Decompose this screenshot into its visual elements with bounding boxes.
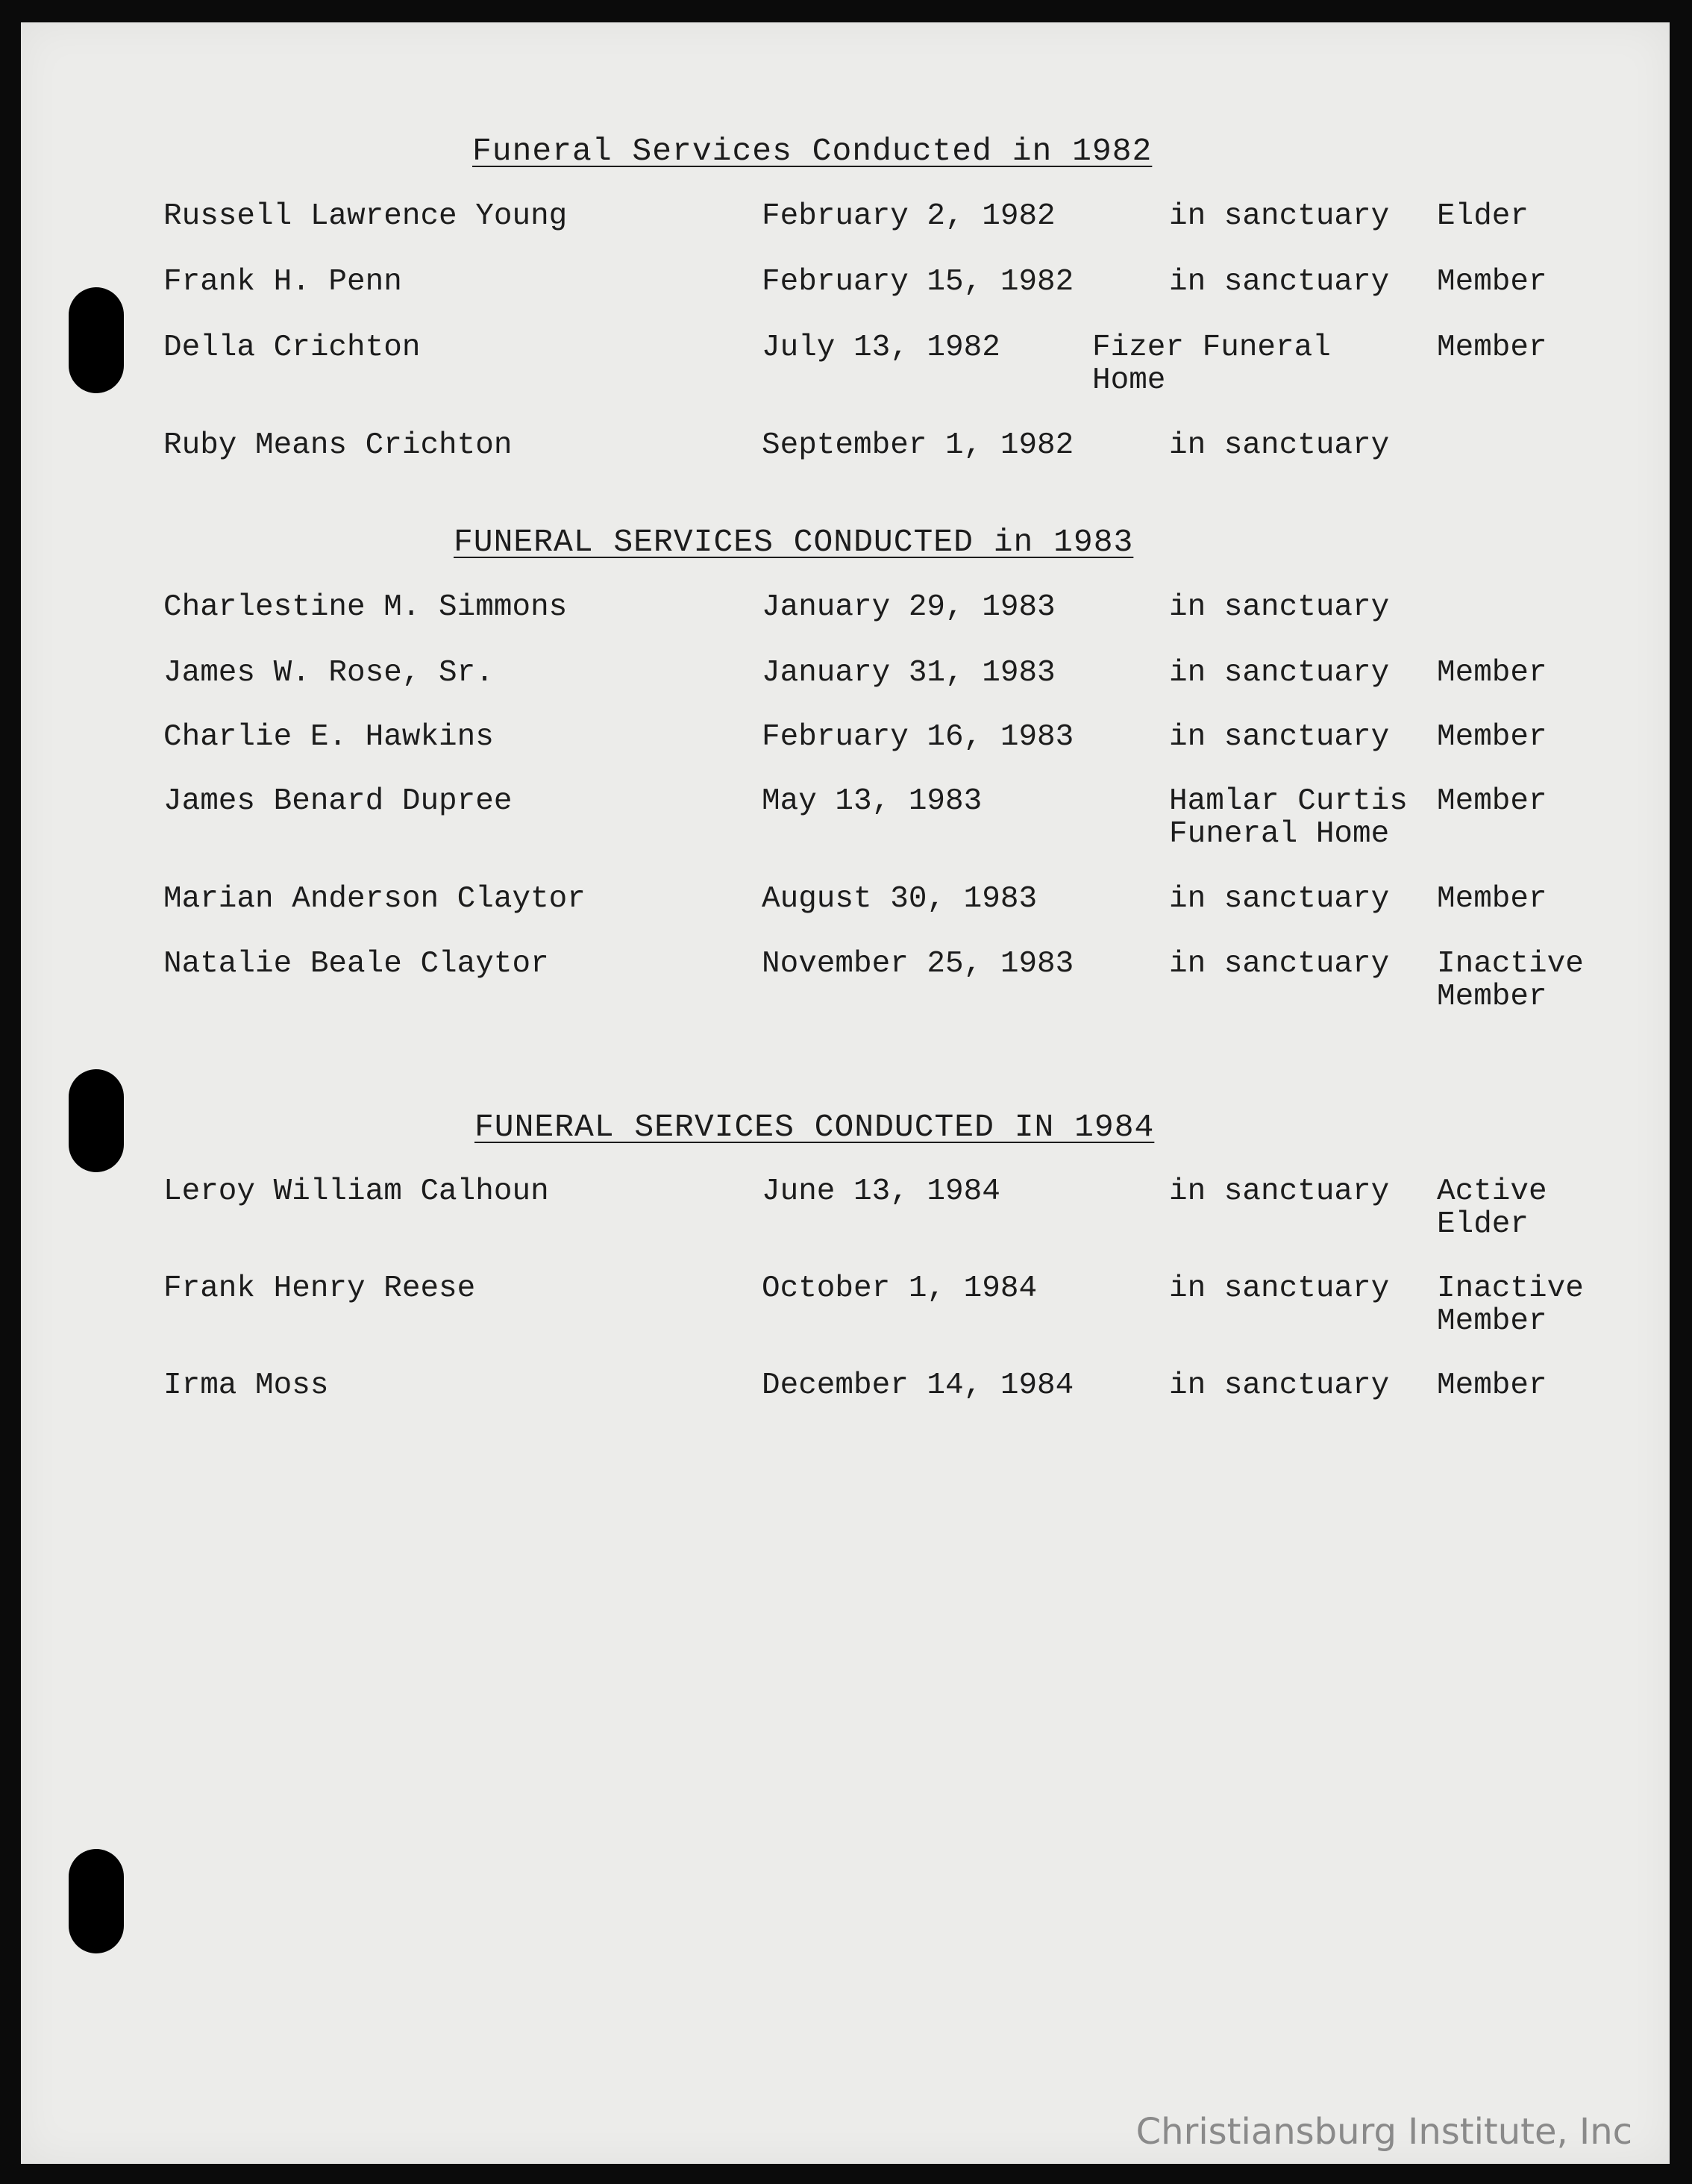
- service-place: Hamlar Curtis Funeral Home: [1169, 784, 1408, 851]
- service-date: January 31, 1983: [762, 656, 1056, 690]
- deceased-name: James W. Rose, Sr.: [163, 656, 494, 690]
- service-date: January 29, 1983: [762, 590, 1056, 625]
- service-place: in sanctuary: [1169, 590, 1390, 625]
- table-row: [21, 948, 1670, 1015]
- table-row: [21, 785, 1670, 852]
- deceased-name: Della Crichton: [163, 331, 421, 365]
- member-status: Active Elder: [1437, 1174, 1547, 1242]
- service-place: Fizer Funeral Home: [1092, 331, 1331, 398]
- table-row: [21, 200, 1670, 267]
- service-place: in sanctuary: [1169, 882, 1390, 916]
- table-row: [21, 266, 1670, 333]
- member-status: Inactive Member: [1437, 1271, 1584, 1339]
- table-row: [21, 1272, 1670, 1339]
- member-status: Member: [1437, 331, 1547, 365]
- service-place: in sanctuary: [1169, 1368, 1390, 1403]
- member-status: Inactive Member: [1437, 947, 1584, 1014]
- table-row: [21, 1175, 1670, 1242]
- deceased-name: Irma Moss: [163, 1368, 329, 1403]
- deceased-name: Ruby Means Crichton: [163, 428, 513, 463]
- table-row: [21, 591, 1670, 658]
- service-place: in sanctuary: [1169, 265, 1390, 299]
- member-status: Member: [1437, 265, 1547, 299]
- binder-hole: [69, 1069, 124, 1172]
- service-date: November 25, 1983: [762, 947, 1074, 981]
- service-place: in sanctuary: [1169, 720, 1390, 754]
- table-row: [21, 429, 1670, 496]
- section-title-1984: FUNERAL SERVICES CONDUCTED IN 1984: [474, 1109, 1155, 1145]
- member-status: Member: [1437, 784, 1547, 819]
- deceased-name: James Benard Dupree: [163, 784, 513, 819]
- section-title-1982: Funeral Services Conducted in 1982: [472, 133, 1153, 169]
- table-row: [21, 657, 1670, 724]
- deceased-name: Natalie Beale Claytor: [163, 947, 549, 981]
- binder-hole: [69, 1849, 124, 1953]
- service-date: February 2, 1982: [762, 199, 1056, 234]
- service-date: June 13, 1984: [762, 1174, 1000, 1209]
- deceased-name: Frank Henry Reese: [163, 1271, 476, 1306]
- deceased-name: Russell Lawrence Young: [163, 199, 568, 234]
- member-status: Elder: [1437, 199, 1529, 234]
- deceased-name: Marian Anderson Claytor: [163, 882, 586, 916]
- service-date: October 1, 1984: [762, 1271, 1038, 1306]
- watermark: Christiansburg Institute, Inc: [1135, 2111, 1632, 2153]
- member-status: Member: [1437, 720, 1547, 754]
- service-date: September 1, 1982: [762, 428, 1074, 463]
- service-place: in sanctuary: [1169, 947, 1390, 981]
- service-place: in sanctuary: [1169, 199, 1390, 234]
- service-date: December 14, 1984: [762, 1368, 1074, 1403]
- section-title-1983: FUNERAL SERVICES CONDUCTED in 1983: [454, 524, 1134, 560]
- service-place: in sanctuary: [1169, 1271, 1390, 1306]
- table-row: [21, 721, 1670, 788]
- service-date: May 13, 1983: [762, 784, 983, 819]
- service-date: February 16, 1983: [762, 720, 1074, 754]
- service-date: August 30, 1983: [762, 882, 1038, 916]
- service-place: in sanctuary: [1169, 656, 1390, 690]
- member-status: Member: [1437, 882, 1547, 916]
- deceased-name: Charlestine M. Simmons: [163, 590, 568, 625]
- table-row: [21, 883, 1670, 950]
- service-place: in sanctuary: [1169, 428, 1390, 463]
- service-date: July 13, 1982: [762, 331, 1000, 365]
- document-page: [21, 22, 1670, 2164]
- service-date: February 15, 1982: [762, 265, 1074, 299]
- deceased-name: Leroy William Calhoun: [163, 1174, 549, 1209]
- deceased-name: Frank H. Penn: [163, 265, 402, 299]
- table-row: [21, 331, 1670, 398]
- service-place: in sanctuary: [1169, 1174, 1390, 1209]
- deceased-name: Charlie E. Hawkins: [163, 720, 494, 754]
- member-status: Member: [1437, 656, 1547, 690]
- member-status: Member: [1437, 1368, 1547, 1403]
- table-row: [21, 1369, 1670, 1436]
